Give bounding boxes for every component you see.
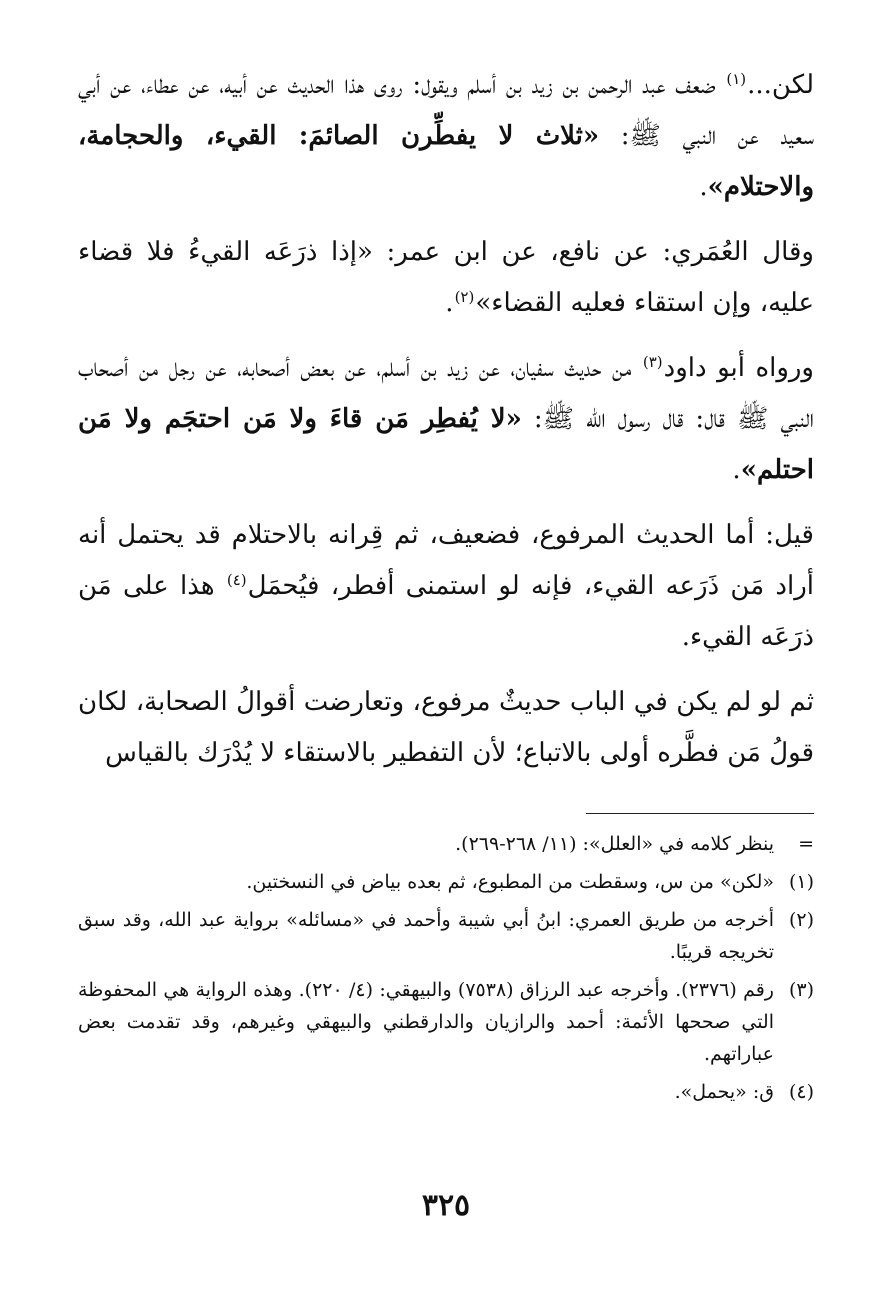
footnote-ref-1[interactable]: (١) [726, 70, 747, 88]
footnote-separator [586, 813, 814, 814]
text-run: . [445, 288, 454, 318]
paragraph-4 [78, 510, 814, 663]
paragraph-2 [78, 227, 814, 329]
footnote-text: أخرجه من طريق العمري: ابنُ أبي شيبة وأحمد في «مسائله» برواية عبد الله، وقد سبق تخريجه قريبًا. [78, 909, 774, 963]
footnote-text: ق: «يحمل». [674, 1081, 774, 1103]
footnote-1 [78, 866, 814, 898]
footnote-text: رقم (٢٣٧٦). وأخرجه عبد الرزاق (٧٥٣٨) والبيهقي: (٤/ ٢٢٠). وهذه الرواية هي المحفوظة التي صححها الأئمة: أحمد والرازيان والدارقطني والبيهقي وغيرهم، وقد تقدمت بعض عباراتهم. [78, 979, 774, 1065]
text-run: قيل: أما الحديث المرفوع، فضعيف، ثم قِرانه بالاحتلام قد يحتمل أنه أراد مَن ذَرَعه القيء، فإنه لو استمنى أفطر، فيُحمَل [78, 520, 814, 601]
footnote-4 [78, 1076, 814, 1108]
footnote-mark: (٣) [788, 979, 814, 1001]
footnote-text: ينظر كلامه في «العلل»: (١١/ ٢٦٨-٢٦٩). [455, 833, 774, 855]
text-run: لكن... [747, 70, 814, 100]
footnote-ref-2[interactable]: (٢) [454, 288, 475, 306]
paragraph-3 [78, 343, 814, 496]
footnote-ref-4[interactable]: (٤) [226, 571, 247, 589]
paragraph-1 [78, 60, 814, 213]
footnote-3 [78, 974, 814, 1070]
footnote-continuation [78, 828, 814, 860]
hadith-quote: «لا يُفطِر مَن قاءَ ولا مَن احتجَم ولا مَن احتلم» [78, 404, 814, 485]
page-number: ٣٢٥ [421, 1188, 471, 1223]
text-run: هذا على مَن ذرَعَه القيء. [78, 571, 814, 652]
text-run: ثم لو لم يكن في الباب حديثٌ مرفوع، وتعارضت أقوالُ الصحابة، لكان قولُ مَن فطَّره أولى بالاتباع؛ لأن التفطير بالاستقاء لا يُدْرَك بالقياس [78, 687, 814, 768]
text-run: ضعف عبد الرحمن بن زيد بن أسلم ويقول: روى هذا الحديث عن أبيه، عن عطاء، عن أبي سعيد عن النبي ﷺ: [78, 70, 814, 151]
paragraph-5 [78, 677, 814, 779]
hadith-quote: «ثلاث لا يفطِّرن الصائمَ: القيء، والحجامة، والاحتلام» [78, 121, 814, 202]
text-run: ورواه أبو داود [663, 353, 814, 383]
main-text [78, 60, 814, 779]
footnote-ref-3[interactable]: (٣) [642, 353, 663, 371]
footnote-mark: (٢) [788, 909, 814, 931]
text-run: . [732, 455, 741, 485]
footnote-2 [78, 904, 814, 968]
footnote-mark: (٤) [788, 1081, 814, 1103]
footnote-mark: = [798, 833, 814, 855]
text-run: وقال العُمَري: عن نافع، عن ابن عمر: «إذا ذرَعَه القيءُ فلا قضاء عليه، وإن استقاء فعليه القضاء» [78, 237, 814, 318]
text-run: من حديث سفيان، عن زيد بن أسلم، عن بعض أصحابه، عن رجل من أصحاب النبي ﷺ قال: قال رسول الله ﷺ: [78, 353, 814, 434]
footnotes [78, 828, 814, 1108]
text-run: . [699, 172, 708, 202]
footnote-text: «لكن» من س، وسقطت من المطبوع، ثم بعده بياض في النسختين. [246, 871, 774, 893]
footnote-mark: (١) [788, 871, 814, 893]
